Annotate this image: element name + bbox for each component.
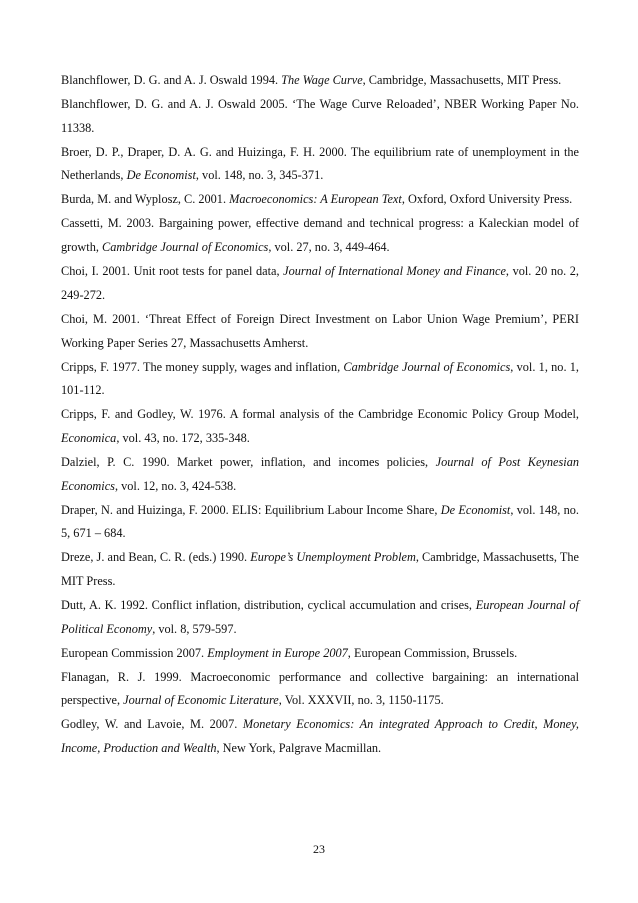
reference-entry <box>61 260 579 307</box>
reference-entry <box>61 546 579 593</box>
reference-text: Cassetti, M. 2003. Bargaining power, effective demand and technical progress: a Kaleckian model of growth, <box>61 216 579 255</box>
reference-entry <box>61 451 579 498</box>
italic-title: Cambridge Journal of Economics <box>343 359 511 374</box>
reference-text: , vol. 20 no. 2, 249-272. <box>61 264 579 302</box>
reference-entry <box>61 713 579 760</box>
italic-title: European Journal of Political Economy <box>61 598 579 636</box>
reference-entry <box>61 188 579 212</box>
reference-text: Burda, M. and Wyplosz, C. 2001. <box>61 192 230 207</box>
reference-text: Choi, I. 2001. Unit root tests for panel data, <box>61 264 284 279</box>
italic-title: De Economist <box>126 168 196 183</box>
italic-title: The Wage Curve <box>281 73 363 87</box>
italic-title: Journal of International Money and Finance <box>283 264 506 279</box>
reference-text: , Vol. XXXVII, no. 3, 1150-1175. <box>278 693 444 708</box>
reference-entry <box>61 642 579 666</box>
reference-text: Godley, W. and Lavoie, M. 2007. <box>61 717 243 732</box>
reference-text: , New York, Palgrave Macmillan. <box>216 741 382 756</box>
reference-text: European Commission 2007. <box>61 645 208 660</box>
reference-entry <box>61 403 579 450</box>
italic-title: Journal of Economic Literature <box>123 693 279 708</box>
page-number: 23 <box>313 842 325 856</box>
reference-text: Blanchflower, D. G. and A. J. Oswald 1994. <box>61 73 282 87</box>
reference-text: , vol. 12, no. 3, 424-538. <box>114 478 237 493</box>
reference-text: , vol. 27, no. 3, 449-464. <box>268 240 390 255</box>
reference-text: Dalziel, P. C. 1990. Market power, inflation, and incomes policies, <box>61 454 436 469</box>
reference-text: Flanagan, R. J. 1999. Macroeconomic performance and collective bargaining: an international perspective, <box>61 669 579 708</box>
reference-entry <box>61 308 579 355</box>
reference-entry <box>61 594 579 641</box>
reference-text: , European Commission, Brussels. <box>347 645 518 660</box>
reference-text: , vol. 1, no. 1, 101-112. <box>61 359 579 398</box>
reference-text: , vol. 148, no. 5, 671 – 684. <box>61 502 580 541</box>
reference-text: Blanchflower, D. G. and A. J. Oswald 2005. ‘The Wage Curve Reloaded’, NBER Working Paper No. 11338. <box>61 97 579 135</box>
reference-text: Draper, N. and Huizinga, F. 2000. ELIS: Equilibrium Labour Income Share, <box>61 502 441 517</box>
reference-text: , vol. 148, no. 3, 345-371. <box>195 168 324 183</box>
reference-list <box>61 69 579 761</box>
reference-entry <box>61 499 579 546</box>
italic-title: Journal of Post Keynesian Economics <box>61 454 579 493</box>
reference-text: Dutt, A. K. 1992. Conflict inflation, distribution, cyclical accumulation and crises, <box>61 598 476 613</box>
reference-text: , Cambridge, Massachusetts, MIT Press. <box>362 73 562 87</box>
reference-entry <box>61 666 579 713</box>
reference-text: Cripps, F. 1977. The money supply, wages and inflation, <box>61 359 344 374</box>
reference-text: Broer, D. P., Draper, D. A. G. and Huizinga, F. H. 2000. The equilibrium rate of unemployment in the Netherlands, <box>61 144 579 183</box>
italic-title: Cambridge Journal of Economics <box>102 240 269 255</box>
reference-text: , vol. 43, no. 172, 335-348. <box>116 430 250 445</box>
reference-entry <box>61 141 579 188</box>
reference-text: , Cambridge, Massachusetts, The MIT Press. <box>61 550 579 589</box>
reference-text: , vol. 8, 579-597. <box>152 621 237 636</box>
reference-entry <box>61 93 579 140</box>
italic-title: Employment in Europe 2007 <box>207 645 348 660</box>
italic-title: Economica <box>61 430 117 445</box>
reference-entry <box>61 69 579 93</box>
reference-entry <box>61 356 579 403</box>
reference-entry <box>61 212 579 259</box>
italic-title: Europe’s Unemployment Problem <box>250 550 416 565</box>
reference-text: Dreze, J. and Bean, C. R. (eds.) 1990. <box>61 550 251 565</box>
italic-title: Monetary Economics: An integrated Approach to Credit, Money, Income, Production and Wealth <box>61 717 579 756</box>
reference-text: Choi, M. 2001. ‘Threat Effect of Foreign Direct Investment on Labor Union Wage Premium’, PERI Working Paper Series 27, Massachusetts Amherst. <box>61 311 579 350</box>
italic-title: Macroeconomics: A European Text <box>229 192 402 207</box>
italic-title: De Economist <box>440 502 511 517</box>
reference-text: Cripps, F. and Godley, W. 1976. A formal analysis of the Cambridge Economic Policy Group Model, <box>61 407 579 422</box>
reference-text: , Oxford, Oxford University Press. <box>401 192 573 207</box>
